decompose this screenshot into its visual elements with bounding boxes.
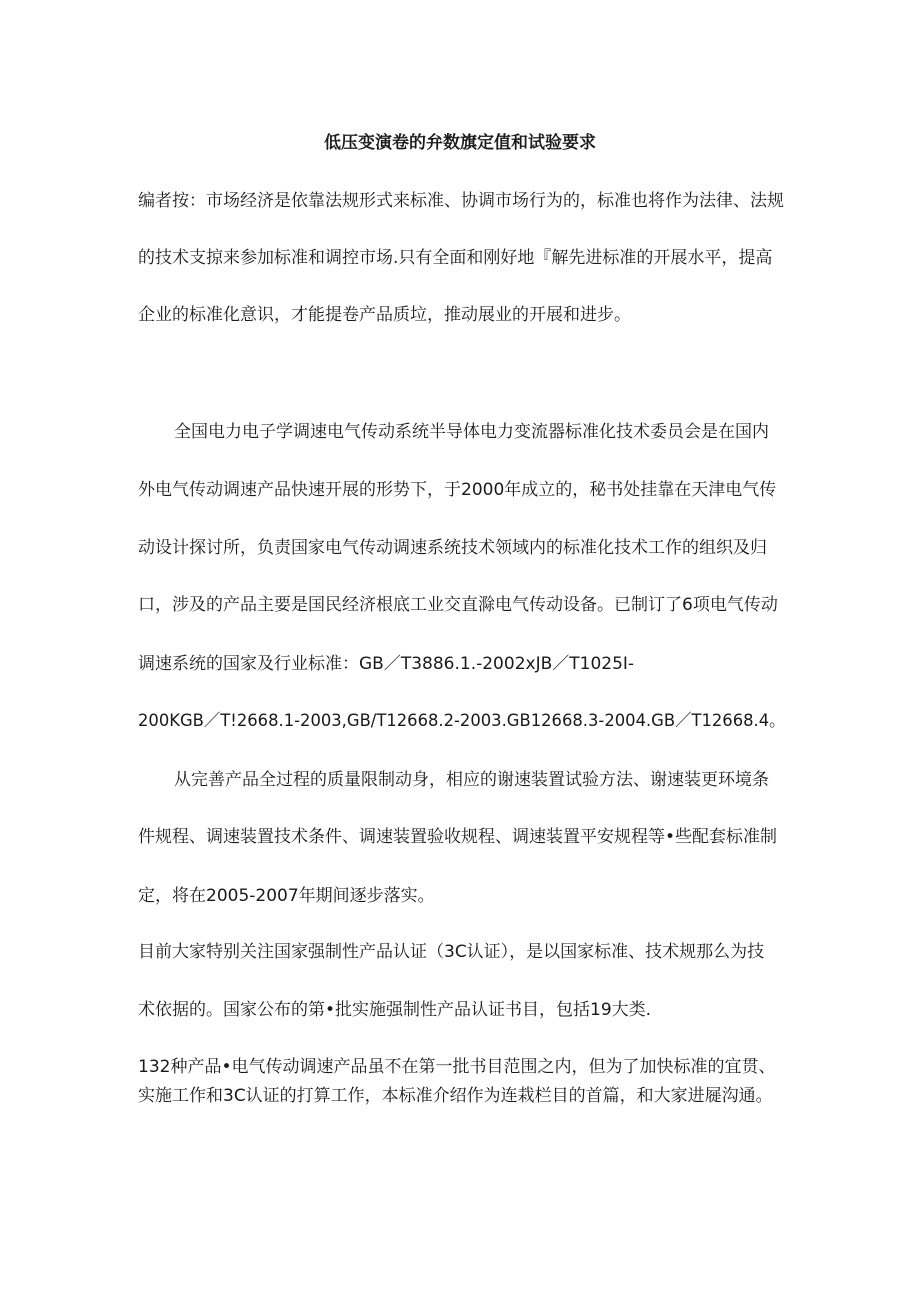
paragraph2-line-3: 定，将在2005-2007年期间逐步落实。	[138, 886, 435, 906]
editor-note-line-1: 编者按：市场经济是依靠法规形式来标准、协调市场行为的，标准也将作为法律、法规	[138, 191, 784, 211]
paragraph1-line-5: 调速系统的国家及行业标准：GB／T3886.1.-2002xJB／T1025I-	[138, 654, 635, 674]
paragraph4-line-1: 132种产品•电气传动调速产品虽不在第一批书目范围之内，但为了加快标准的宜贯、	[138, 1057, 776, 1077]
paragraph1-line-3: 动设计探讨所，负责国家电气传动调速系统技术领域内的标准化技术工作的组织及归	[138, 538, 767, 558]
paragraph3-line-1: 目前大家特别关注国家强制性产品认证（3C认证），是以国家标准、技术规那么为技	[138, 942, 765, 962]
document-title: 低压变演卷的弁数旗定值和试验要求	[324, 133, 596, 153]
paragraph2-line-2: 件规程、调速装置技术条件、调速装置验收规程、调速装置平安规程等•些配套标准制	[138, 827, 778, 847]
editor-note-line-3: 企业的标准化意识，才能提卷产品质垃，推动展业的开展和进步。	[138, 305, 631, 325]
paragraph3-line-2: 术依据的。国家公布的第•批实施强制性产品认证书目，包括19大类.	[138, 1000, 652, 1020]
paragraph1-line-4: 口，涉及的产品主要是国民经济根底工业交直滁电气传动设备。已制订了6项电气传动	[138, 595, 778, 615]
editor-note-line-2: 的技术支掠来参加标准和调控市场.只有全面和刚好地『解先进标准的开展水平，提高	[138, 248, 773, 268]
paragraph1-line-1: 全国电力电子学调速电气传动系统半导体电力变流器标准化技术委员会是在国内	[174, 422, 769, 442]
paragraph1-line-2: 外电气传动调速产品快速开展的形势下，于2000年成立的，秘书处挂靠在天津电气传	[138, 480, 777, 500]
paragraph1-line-6: 200KGB／T!2668.1-2003,GB/T12668.2-2003.GB12668.3-2004.GB／T12668.4。	[138, 711, 786, 731]
paragraph4-line-2: 实施工作和3C认证的打算工作，本标准介绍作为连栽栏目的首篇，和大家进屣沟通。	[138, 1086, 773, 1106]
paragraph2-line-1: 从完善产品全过程的质量限制动身，相应的谢速装置试验方法、谢速装更环境条	[174, 770, 769, 790]
